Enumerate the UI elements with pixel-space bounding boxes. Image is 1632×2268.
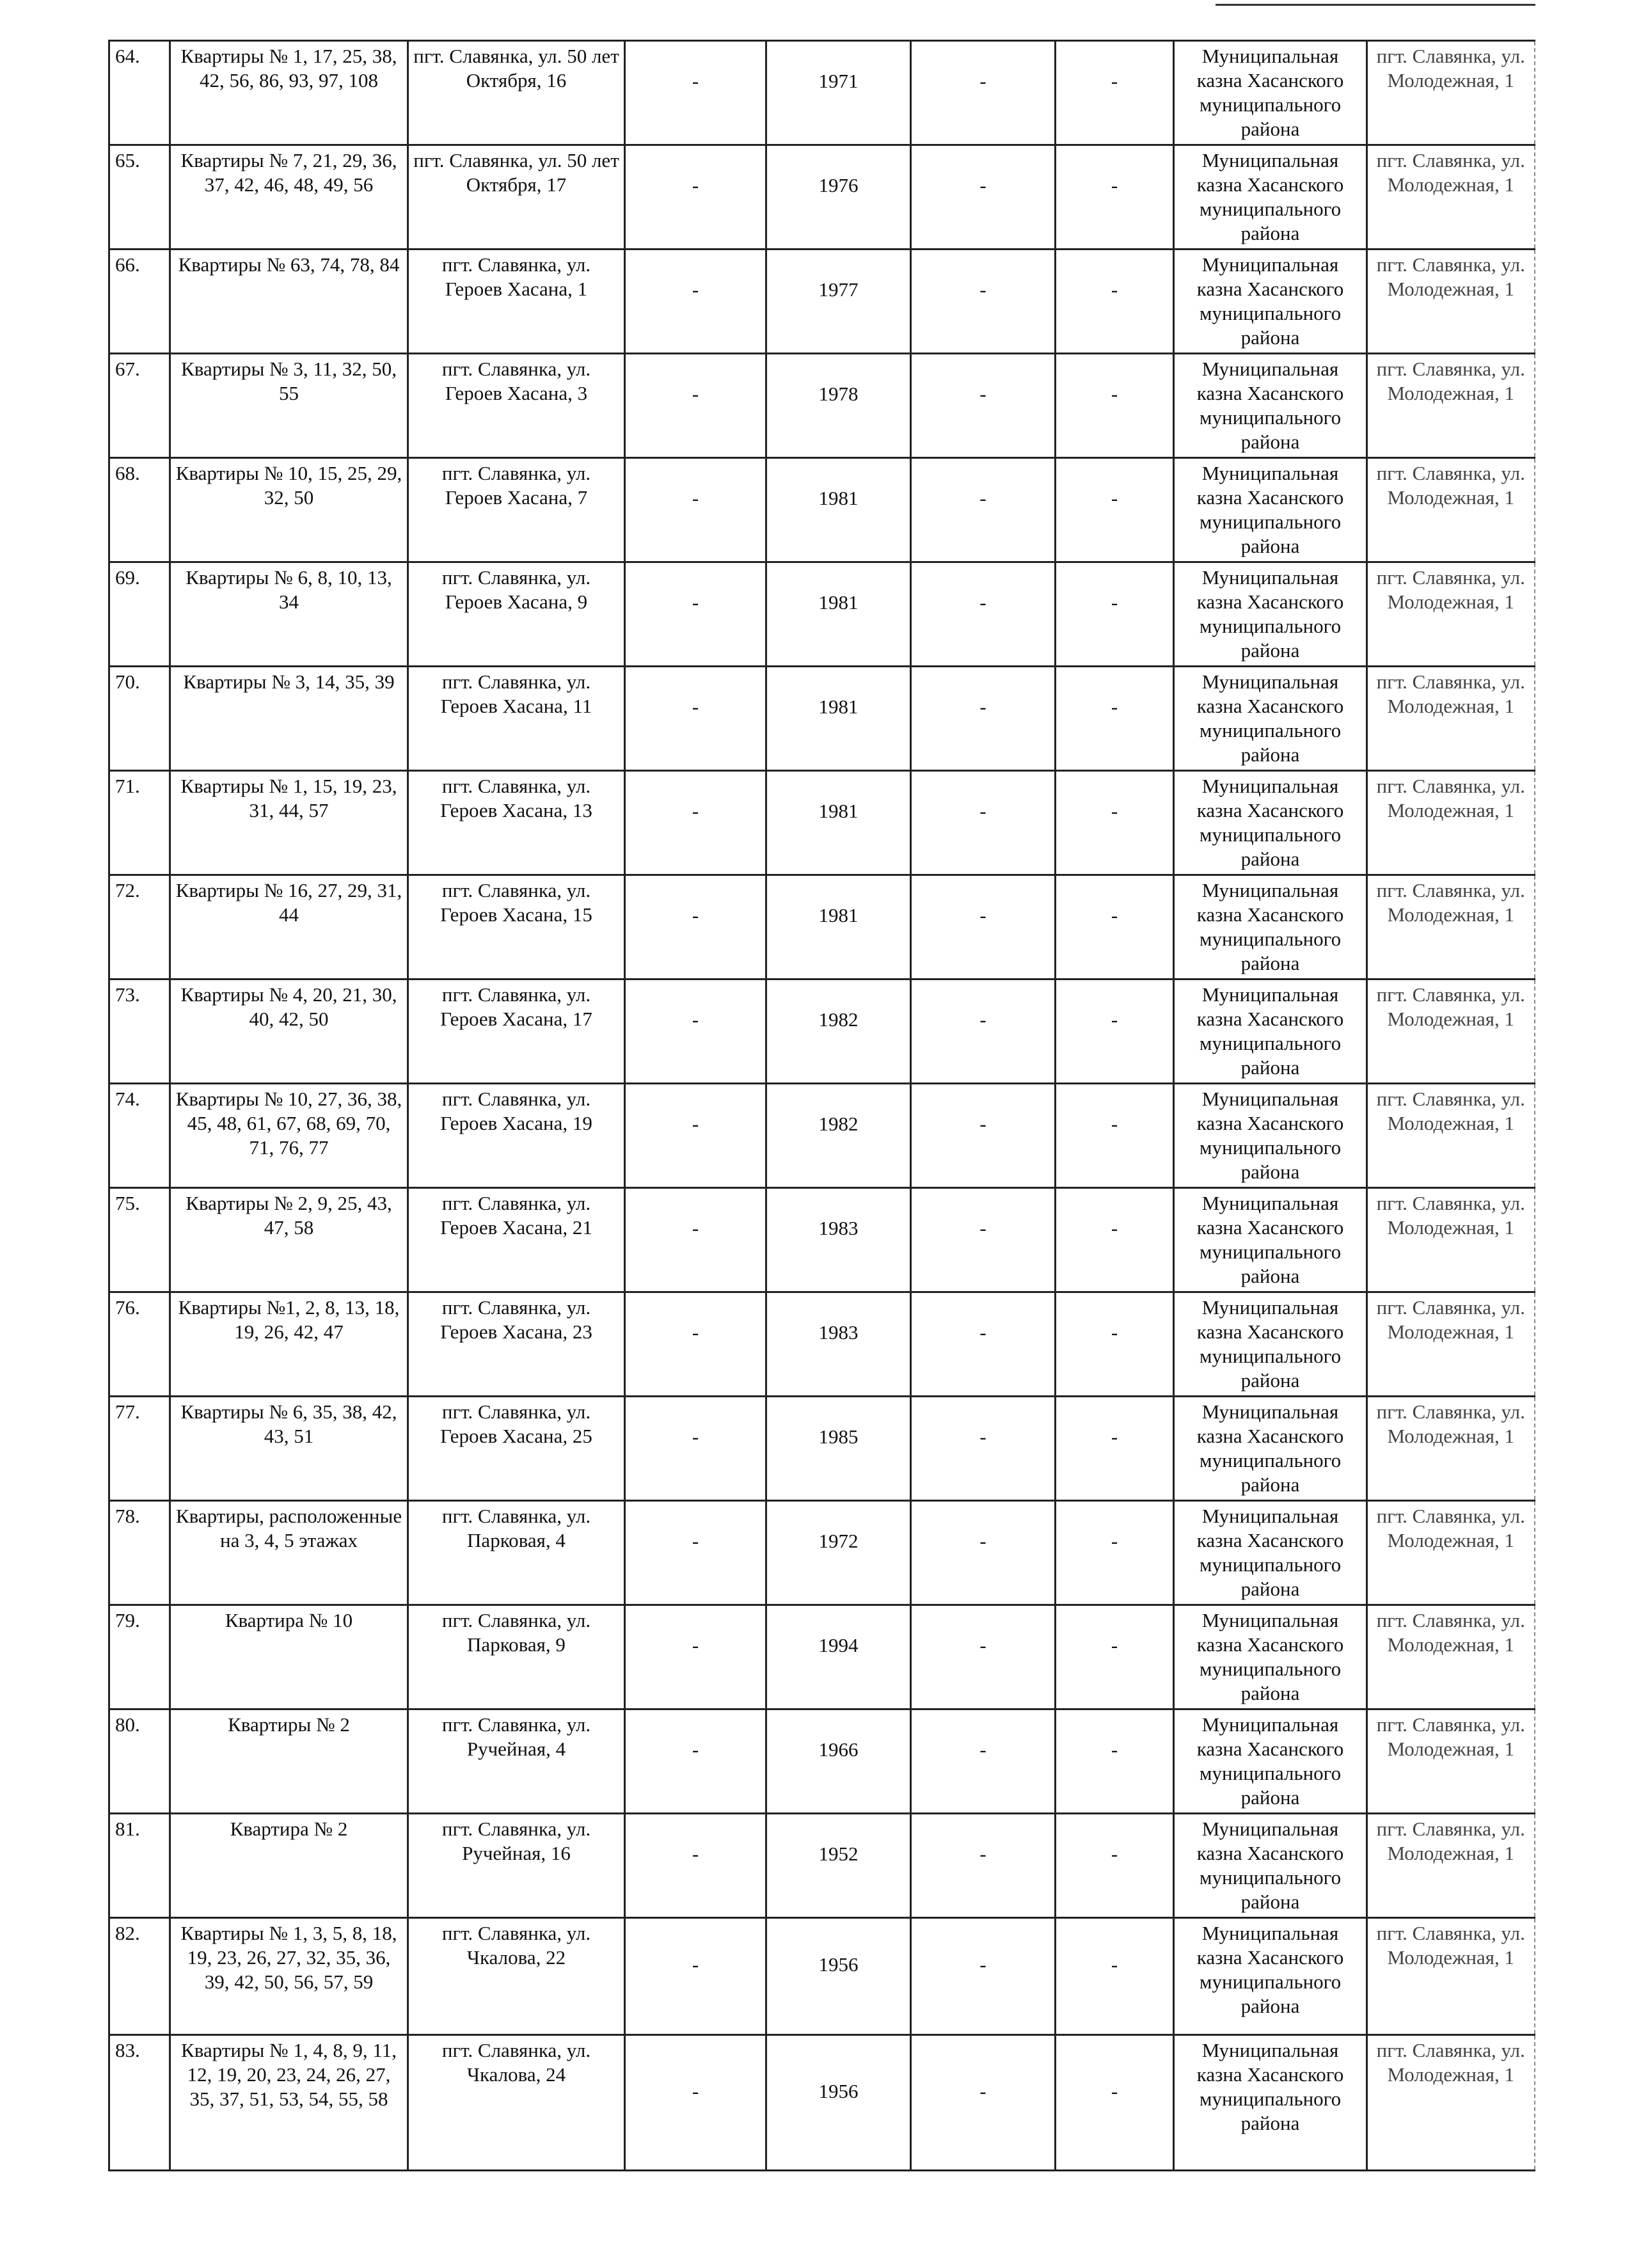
column-4-cell: - (625, 41, 766, 145)
year-cell: 1978 (766, 354, 911, 458)
column-4-cell: - (625, 667, 766, 771)
table-row (109, 1501, 1535, 1605)
table-row (109, 1292, 1535, 1397)
column-7-cell: - (1056, 1814, 1174, 1918)
column-7-cell: - (1056, 875, 1174, 979)
owner-address-cell: пгт. Славянка, ул. Молодежная, 1 (1367, 1605, 1535, 1709)
owner-address-cell: пгт. Славянка, ул. Молодежная, 1 (1367, 1188, 1535, 1292)
year-cell: 1983 (766, 1188, 911, 1292)
row-number: 70. (109, 667, 170, 771)
table-row (109, 1397, 1535, 1501)
row-number: 82. (109, 1918, 170, 2035)
row-number: 83. (109, 2035, 170, 2171)
column-4-cell: - (625, 1292, 766, 1397)
column-6-cell: - (911, 41, 1056, 145)
column-7-cell: - (1056, 1918, 1174, 2035)
property-registry-table (108, 40, 1535, 2171)
year-cell: 1985 (766, 1397, 911, 1501)
column-7-cell: - (1056, 1605, 1174, 1709)
column-6-cell: - (911, 562, 1056, 667)
owner-address-cell: пгт. Славянка, ул. Молодежная, 1 (1367, 145, 1535, 250)
row-number: 64. (109, 41, 170, 145)
page-top-rule (1216, 4, 1535, 6)
owner-address-cell: пгт. Славянка, ул. Молодежная, 1 (1367, 562, 1535, 667)
apartments-cell: Квартиры № 1, 15, 19, 23, 31, 44, 57 (170, 771, 408, 875)
owner-cell: Муниципальная казна Хасанского муниципального района (1174, 250, 1367, 354)
column-7-cell: - (1056, 250, 1174, 354)
owner-address-cell: пгт. Славянка, ул. Молодежная, 1 (1367, 1292, 1535, 1397)
column-6-cell: - (911, 1814, 1056, 1918)
owner-address-cell: пгт. Славянка, ул. Молодежная, 1 (1367, 771, 1535, 875)
year-cell: 1977 (766, 250, 911, 354)
row-number: 65. (109, 145, 170, 250)
year-cell: 1981 (766, 667, 911, 771)
address-cell: пгт. Славянка, ул. 50 лет Октября, 17 (408, 145, 625, 250)
year-cell: 1981 (766, 458, 911, 562)
table-row (109, 875, 1535, 979)
owner-address-cell: пгт. Славянка, ул. Молодежная, 1 (1367, 354, 1535, 458)
year-cell: 1982 (766, 1084, 911, 1188)
year-cell: 1952 (766, 1814, 911, 1918)
apartments-cell: Квартиры № 1, 3, 5, 8, 18, 19, 23, 26, 27, 32, 35, 36, 39, 42, 50, 56, 57, 59 (170, 1918, 408, 2035)
address-cell: пгт. Славянка, ул. 50 лет Октября, 16 (408, 41, 625, 145)
row-number: 69. (109, 562, 170, 667)
column-6-cell: - (911, 250, 1056, 354)
column-6-cell: - (911, 1397, 1056, 1501)
column-6-cell: - (911, 354, 1056, 458)
year-cell: 1981 (766, 771, 911, 875)
table-row (109, 979, 1535, 1084)
address-cell: пгт. Славянка, ул. Чкалова, 22 (408, 1918, 625, 2035)
address-cell: пгт. Славянка, ул. Ручейная, 16 (408, 1814, 625, 1918)
apartments-cell: Квартиры № 1, 4, 8, 9, 11, 12, 19, 20, 23, 24, 26, 27, 35, 37, 51, 53, 54, 55, 58 (170, 2035, 408, 2171)
column-4-cell: - (625, 1397, 766, 1501)
address-cell: пгт. Славянка, ул. Героев Хасана, 15 (408, 875, 625, 979)
year-cell: 1956 (766, 2035, 911, 2171)
column-6-cell: - (911, 1605, 1056, 1709)
table-row (109, 354, 1535, 458)
column-6-cell: - (911, 1188, 1056, 1292)
column-7-cell: - (1056, 1501, 1174, 1605)
row-number: 79. (109, 1605, 170, 1709)
column-4-cell: - (625, 145, 766, 250)
year-cell: 1971 (766, 41, 911, 145)
owner-cell: Муниципальная казна Хасанского муниципального района (1174, 1605, 1367, 1709)
column-6-cell: - (911, 667, 1056, 771)
table-row (109, 458, 1535, 562)
address-cell: пгт. Славянка, ул. Героев Хасана, 1 (408, 250, 625, 354)
column-4-cell: - (625, 771, 766, 875)
column-4-cell: - (625, 1709, 766, 1814)
year-cell: 1956 (766, 1918, 911, 2035)
column-7-cell: - (1056, 771, 1174, 875)
column-6-cell: - (911, 771, 1056, 875)
row-number: 66. (109, 250, 170, 354)
address-cell: пгт. Славянка, ул. Героев Хасана, 3 (408, 354, 625, 458)
owner-address-cell: пгт. Славянка, ул. Молодежная, 1 (1367, 1501, 1535, 1605)
owner-address-cell: пгт. Славянка, ул. Молодежная, 1 (1367, 41, 1535, 145)
row-number: 77. (109, 1397, 170, 1501)
owner-cell: Муниципальная казна Хасанского муниципального района (1174, 667, 1367, 771)
apartments-cell: Квартиры № 10, 15, 25, 29, 32, 50 (170, 458, 408, 562)
address-cell: пгт. Славянка, ул. Героев Хасана, 25 (408, 1397, 625, 1501)
year-cell: 1982 (766, 979, 911, 1084)
column-4-cell: - (625, 250, 766, 354)
apartments-cell: Квартиры №1, 2, 8, 13, 18, 19, 26, 42, 47 (170, 1292, 408, 1397)
row-number: 71. (109, 771, 170, 875)
row-number: 76. (109, 1292, 170, 1397)
column-7-cell: - (1056, 562, 1174, 667)
row-number: 67. (109, 354, 170, 458)
table-row (109, 1084, 1535, 1188)
owner-cell: Муниципальная казна Хасанского муниципального района (1174, 354, 1367, 458)
column-7-cell: - (1056, 1397, 1174, 1501)
table-row (109, 1188, 1535, 1292)
owner-cell: Муниципальная казна Хасанского муниципального района (1174, 2035, 1367, 2171)
apartments-cell: Квартиры № 3, 11, 32, 50, 55 (170, 354, 408, 458)
column-6-cell: - (911, 1501, 1056, 1605)
owner-address-cell: пгт. Славянка, ул. Молодежная, 1 (1367, 250, 1535, 354)
row-number: 78. (109, 1501, 170, 1605)
owner-cell: Муниципальная казна Хасанского муниципального района (1174, 1397, 1367, 1501)
column-7-cell: - (1056, 979, 1174, 1084)
column-4-cell: - (625, 1918, 766, 2035)
owner-address-cell: пгт. Славянка, ул. Молодежная, 1 (1367, 2035, 1535, 2171)
owner-address-cell: пгт. Славянка, ул. Молодежная, 1 (1367, 979, 1535, 1084)
column-6-cell: - (911, 875, 1056, 979)
column-6-cell: - (911, 145, 1056, 250)
address-cell: пгт. Славянка, ул. Героев Хасана, 21 (408, 1188, 625, 1292)
column-4-cell: - (625, 1188, 766, 1292)
apartments-cell: Квартиры № 63, 74, 78, 84 (170, 250, 408, 354)
owner-cell: Муниципальная казна Хасанского муниципального района (1174, 41, 1367, 145)
owner-cell: Муниципальная казна Хасанского муниципального района (1174, 1814, 1367, 1918)
apartments-cell: Квартиры № 6, 8, 10, 13, 34 (170, 562, 408, 667)
owner-address-cell: пгт. Славянка, ул. Молодежная, 1 (1367, 667, 1535, 771)
owner-cell: Муниципальная казна Хасанского муниципального района (1174, 458, 1367, 562)
owner-address-cell: пгт. Славянка, ул. Молодежная, 1 (1367, 458, 1535, 562)
row-number: 72. (109, 875, 170, 979)
column-4-cell: - (625, 875, 766, 979)
column-6-cell: - (911, 1918, 1056, 2035)
address-cell: пгт. Славянка, ул. Ручейная, 4 (408, 1709, 625, 1814)
row-number: 81. (109, 1814, 170, 1918)
column-4-cell: - (625, 354, 766, 458)
owner-address-cell: пгт. Славянка, ул. Молодежная, 1 (1367, 1084, 1535, 1188)
address-cell: пгт. Славянка, ул. Героев Хасана, 13 (408, 771, 625, 875)
apartments-cell: Квартиры № 4, 20, 21, 30, 40, 42, 50 (170, 979, 408, 1084)
column-4-cell: - (625, 562, 766, 667)
table-row (109, 1605, 1535, 1709)
column-7-cell: - (1056, 1084, 1174, 1188)
owner-cell: Муниципальная казна Хасанского муниципального района (1174, 979, 1367, 1084)
apartments-cell: Квартиры № 10, 27, 36, 38, 45, 48, 61, 67, 68, 69, 70, 71, 76, 77 (170, 1084, 408, 1188)
column-7-cell: - (1056, 354, 1174, 458)
apartments-cell: Квартира № 2 (170, 1814, 408, 1918)
address-cell: пгт. Славянка, ул. Героев Хасана, 9 (408, 562, 625, 667)
address-cell: пгт. Славянка, ул. Героев Хасана, 19 (408, 1084, 625, 1188)
year-cell: 1994 (766, 1605, 911, 1709)
address-cell: пгт. Славянка, ул. Героев Хасана, 17 (408, 979, 625, 1084)
table-row (109, 667, 1535, 771)
column-4-cell: - (625, 458, 766, 562)
row-number: 68. (109, 458, 170, 562)
apartments-cell: Квартиры № 1, 17, 25, 38, 42, 56, 86, 93, 97, 108 (170, 41, 408, 145)
apartments-cell: Квартиры № 2, 9, 25, 43, 47, 58 (170, 1188, 408, 1292)
column-6-cell: - (911, 1709, 1056, 1814)
owner-cell: Муниципальная казна Хасанского муниципального района (1174, 1918, 1367, 2035)
column-7-cell: - (1056, 458, 1174, 562)
address-cell: пгт. Славянка, ул. Героев Хасана, 11 (408, 667, 625, 771)
column-7-cell: - (1056, 145, 1174, 250)
column-6-cell: - (911, 1084, 1056, 1188)
column-7-cell: - (1056, 1188, 1174, 1292)
owner-address-cell: пгт. Славянка, ул. Молодежная, 1 (1367, 875, 1535, 979)
owner-cell: Муниципальная казна Хасанского муниципального района (1174, 145, 1367, 250)
apartments-cell: Квартиры № 16, 27, 29, 31, 44 (170, 875, 408, 979)
owner-cell: Муниципальная казна Хасанского муниципального района (1174, 1084, 1367, 1188)
table-row (109, 771, 1535, 875)
column-6-cell: - (911, 2035, 1056, 2171)
year-cell: 1972 (766, 1501, 911, 1605)
column-4-cell: - (625, 1084, 766, 1188)
owner-cell: Муниципальная казна Хасанского муниципального района (1174, 771, 1367, 875)
column-4-cell: - (625, 1605, 766, 1709)
year-cell: 1976 (766, 145, 911, 250)
row-number: 80. (109, 1709, 170, 1814)
owner-cell: Муниципальная казна Хасанского муниципального района (1174, 1292, 1367, 1397)
column-7-cell: - (1056, 2035, 1174, 2171)
year-cell: 1983 (766, 1292, 911, 1397)
apartments-cell: Квартиры № 3, 14, 35, 39 (170, 667, 408, 771)
owner-address-cell: пгт. Славянка, ул. Молодежная, 1 (1367, 1397, 1535, 1501)
column-7-cell: - (1056, 667, 1174, 771)
row-number: 75. (109, 1188, 170, 1292)
table-row (109, 2035, 1535, 2171)
apartments-cell: Квартиры № 6, 35, 38, 42, 43, 51 (170, 1397, 408, 1501)
column-6-cell: - (911, 1292, 1056, 1397)
row-number: 74. (109, 1084, 170, 1188)
row-number: 73. (109, 979, 170, 1084)
apartments-cell: Квартиры № 7, 21, 29, 36, 37, 42, 46, 48, 49, 56 (170, 145, 408, 250)
table-row (109, 41, 1535, 145)
table-row (109, 1918, 1535, 2035)
year-cell: 1981 (766, 875, 911, 979)
owner-cell: Муниципальная казна Хасанского муниципального района (1174, 1501, 1367, 1605)
table-row (109, 562, 1535, 667)
table-row (109, 250, 1535, 354)
owner-cell: Муниципальная казна Хасанского муниципального района (1174, 562, 1367, 667)
owner-cell: Муниципальная казна Хасанского муниципального района (1174, 875, 1367, 979)
column-7-cell: - (1056, 41, 1174, 145)
table-row (109, 1709, 1535, 1814)
table-row (109, 1814, 1535, 1918)
address-cell: пгт. Славянка, ул. Парковая, 9 (408, 1605, 625, 1709)
column-4-cell: - (625, 1814, 766, 1918)
column-4-cell: - (625, 979, 766, 1084)
apartments-cell: Квартиры, расположенные на 3, 4, 5 этажах (170, 1501, 408, 1605)
column-4-cell: - (625, 1501, 766, 1605)
address-cell: пгт. Славянка, ул. Парковая, 4 (408, 1501, 625, 1605)
column-7-cell: - (1056, 1292, 1174, 1397)
column-7-cell: - (1056, 1709, 1174, 1814)
year-cell: 1966 (766, 1709, 911, 1814)
column-6-cell: - (911, 458, 1056, 562)
column-4-cell: - (625, 2035, 766, 2171)
owner-address-cell: пгт. Славянка, ул. Молодежная, 1 (1367, 1709, 1535, 1814)
address-cell: пгт. Славянка, ул. Чкалова, 24 (408, 2035, 625, 2171)
owner-cell: Муниципальная казна Хасанского муниципального района (1174, 1188, 1367, 1292)
address-cell: пгт. Славянка, ул. Героев Хасана, 23 (408, 1292, 625, 1397)
owner-cell: Муниципальная казна Хасанского муниципального района (1174, 1709, 1367, 1814)
table-row (109, 145, 1535, 250)
owner-address-cell: пгт. Славянка, ул. Молодежная, 1 (1367, 1814, 1535, 1918)
apartments-cell: Квартира № 10 (170, 1605, 408, 1709)
apartments-cell: Квартиры № 2 (170, 1709, 408, 1814)
column-6-cell: - (911, 979, 1056, 1084)
address-cell: пгт. Славянка, ул. Героев Хасана, 7 (408, 458, 625, 562)
year-cell: 1981 (766, 562, 911, 667)
owner-address-cell: пгт. Славянка, ул. Молодежная, 1 (1367, 1918, 1535, 2035)
